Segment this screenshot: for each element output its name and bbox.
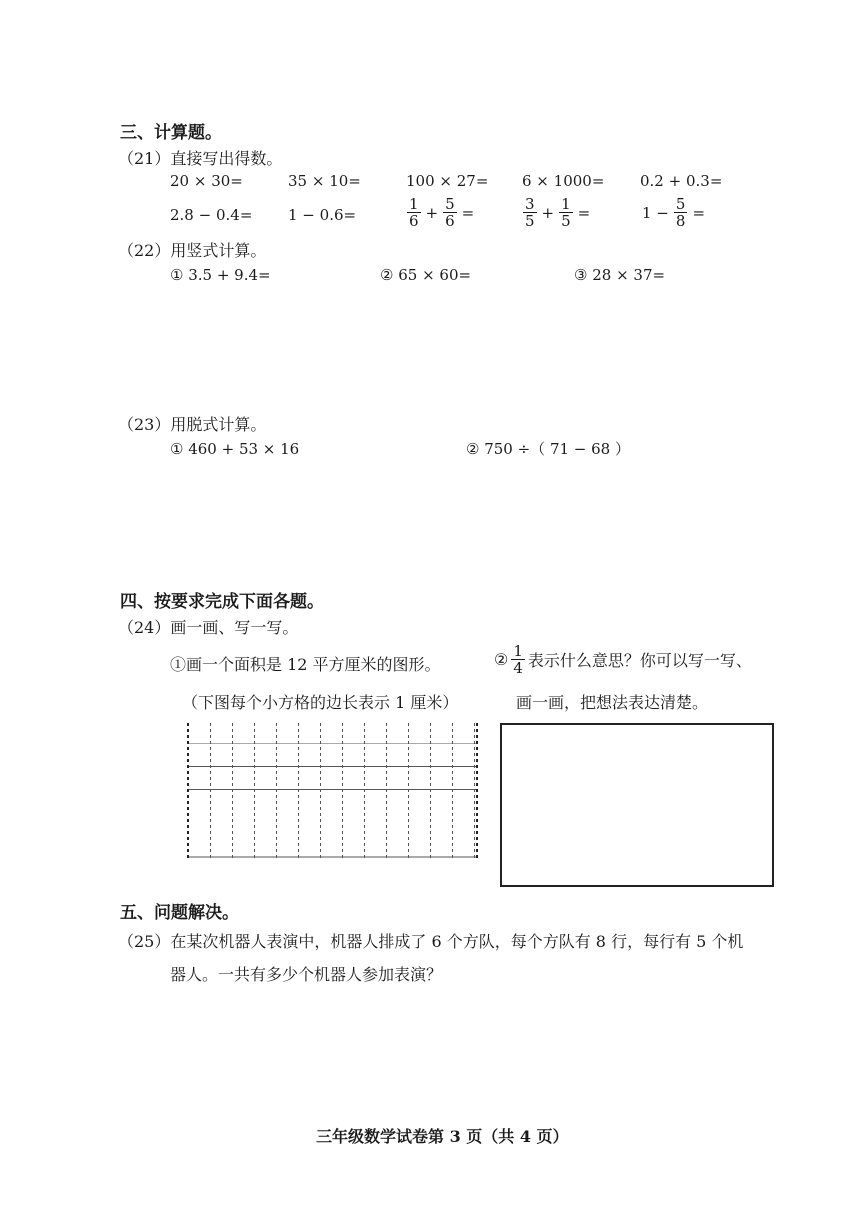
q25-line2: 器人。一共有多少个机器人参加表演？ [170, 965, 443, 984]
numerator: 1 [409, 195, 419, 213]
denominator: 5 [525, 212, 535, 230]
numerator: 5 [445, 195, 455, 213]
page-footer: 三年级数学试卷第 3 页（共 4 页） [316, 1127, 569, 1146]
q25-line1: （25）在某次机器人表演中，机器人排成了 6 个方队，每个方队有 8 行，每行有 5 个机 [118, 932, 744, 951]
q21-item: 2.8 − 0.4= [170, 206, 253, 224]
q21-item: 1 − 0.6= [288, 206, 357, 224]
q21-fraction-item [640, 196, 707, 229]
section4-title: 四、按要求完成下面各题。 [120, 592, 324, 612]
q24-item2 [494, 643, 752, 676]
denominator: 5 [561, 212, 571, 230]
denominator: 8 [675, 212, 686, 230]
q22-item: ② 65 × 60= [380, 266, 472, 284]
q21-item: 35 × 10= [288, 172, 361, 190]
q22-label: （22）用竖式计算。 [118, 241, 267, 260]
circled-number: ② [494, 650, 509, 669]
section5-title: 五、问题解决。 [120, 903, 239, 923]
square-grid[interactable] [187, 720, 478, 860]
numerator: 3 [525, 195, 535, 213]
q21-item: 100 × 27= [406, 172, 489, 190]
numerator: 1 [561, 195, 571, 213]
answer-box[interactable] [500, 723, 774, 887]
equals: = [692, 203, 706, 222]
equals: = [577, 203, 591, 222]
operator: + [425, 203, 439, 222]
q22-item: ① 3.5 + 9.4= [170, 266, 271, 284]
q21-item: 0.2 + 0.3= [640, 172, 723, 190]
q24-item2-text: 表示什么意思？你可以写一写、 [527, 651, 752, 670]
q24-item1-note: （下图每个小方格的边长表示 1 厘米） [182, 693, 459, 712]
denominator: 6 [445, 212, 455, 230]
q24-item2-text2: 画一画，把想法表达清楚。 [516, 693, 709, 712]
q21-label: （21）直接写出得数。 [118, 149, 283, 168]
operator: + [541, 203, 555, 222]
q23-label: （23）用脱式计算。 [118, 415, 267, 434]
q24-label: （24）画一画、写一写。 [118, 618, 299, 637]
lead-term: 1 − [642, 203, 669, 222]
q23-item: ② 750 ÷（ 71 − 68 ） [466, 440, 630, 458]
q21-item: 6 × 1000= [522, 172, 605, 190]
denominator: 6 [409, 212, 419, 230]
equals: = [461, 203, 475, 222]
denominator: 4 [513, 659, 523, 677]
q22-item: ③ 28 × 37= [574, 266, 666, 284]
numerator: 1 [513, 642, 523, 660]
section3-title: 三、计算题。 [120, 123, 222, 143]
q21-fraction-item [404, 196, 476, 229]
q21-fraction-item [520, 196, 592, 229]
q21-item: 20 × 30= [170, 172, 243, 190]
numerator: 5 [675, 195, 686, 213]
q24-item1: ①画一个面积是 12 平方厘米的图形。 [170, 655, 441, 674]
q23-item: ① 460 + 53 × 16 [170, 440, 300, 458]
